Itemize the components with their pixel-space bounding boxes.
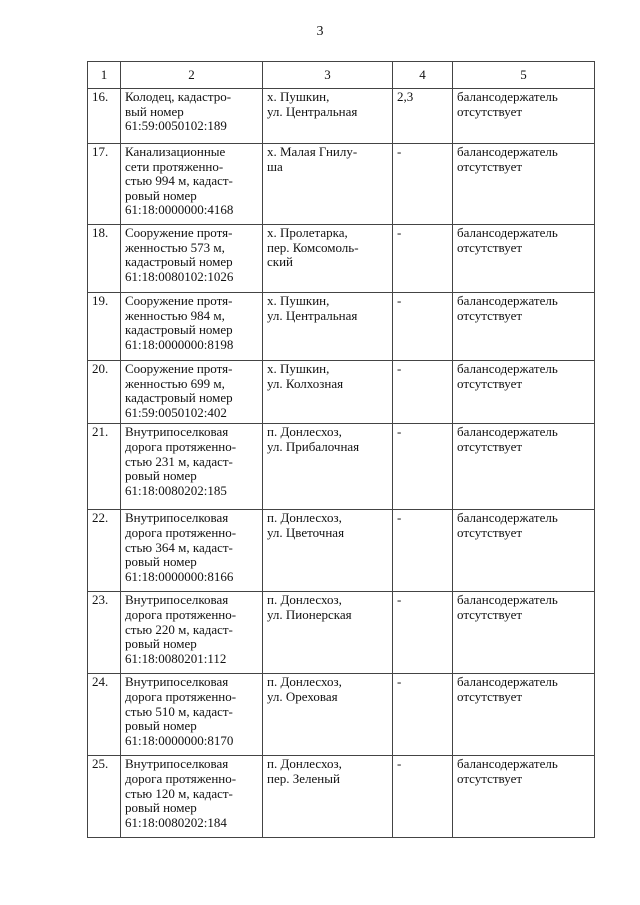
row-object-description-text: Внутрипоселковая дорога протяженно- стью 120 м, кадаст- ровый номер 61:18:0080202:184 [125,756,237,830]
row-holder [453,510,595,592]
row-holder [453,674,595,756]
row-number-text: 22. [92,510,109,526]
row-number-text: 24. [92,674,109,690]
column-header-area: 4 [393,62,453,89]
row-holder [453,225,595,293]
row-holder [453,89,595,144]
table-row [88,361,595,424]
row-object-description-text: Внутрипоселковая дорога протяженно- стью 220 м, кадаст- ровый номер 61:18:0080201:112 [125,592,237,666]
row-address [263,361,393,424]
row-address-text: п. Донлесхоз, пер. Зеленый [267,756,342,786]
table-row [88,674,595,756]
row-number [88,361,121,424]
row-number-text: 23. [92,592,109,608]
row-address-text: х. Пушкин, ул. Центральная [267,293,358,323]
row-area [393,144,453,225]
row-object-description-text: Внутрипоселковая дорога протяженно- стью 510 м, кадаст- ровый номер 61:18:0000000:8170 [125,674,237,748]
column-header-number: 1 [88,62,121,89]
table-row [88,293,595,361]
row-area-text: - [397,510,402,526]
row-object-description [121,592,263,674]
row-object-description-text: Сооружение протя- женностью 984 м, кадастровый номер 61:18:0000000:8198 [125,293,234,352]
row-address [263,89,393,144]
row-holder-text: балансодержатель отсутствует [457,424,558,454]
row-area [393,361,453,424]
row-address [263,674,393,756]
row-holder [453,293,595,361]
row-number [88,424,121,510]
table-header-row [88,62,595,89]
row-address-text: п. Донлесхоз, ул. Пионерская [267,592,352,622]
row-address [263,144,393,225]
row-holder-text: балансодержатель отсутствует [457,89,558,119]
row-address [263,592,393,674]
row-area [393,424,453,510]
row-number-text: 16. [92,89,109,104]
row-object-description-text: Сооружение протя- женностью 573 м, кадастровый номер 61:18:0080102:1026 [125,225,234,284]
row-number [88,144,121,225]
row-number [88,225,121,293]
row-address-text: х. Малая Гнилу- ша [267,144,358,174]
row-holder-text: балансодержатель отсутствует [457,144,558,174]
row-number [88,674,121,756]
row-area-text: - [397,144,402,159]
row-object-description [121,225,263,293]
table-row [88,756,595,838]
row-area [393,225,453,293]
row-number [88,592,121,674]
property-registry-table [87,61,595,838]
row-number-text: 19. [92,293,109,308]
row-holder [453,361,595,424]
row-address-text: х. Пролетарка, пер. Комсомоль- ский [267,225,359,270]
column-header-holder: 5 [453,62,595,89]
row-object-description [121,674,263,756]
row-address [263,756,393,838]
row-area-text: - [397,293,402,308]
column-header-address: 3 [263,62,393,89]
row-address [263,424,393,510]
row-area [393,756,453,838]
row-object-description [121,89,263,144]
row-address [263,293,393,361]
row-holder-text: балансодержатель отсутствует [457,225,558,255]
row-area-text: - [397,225,402,240]
row-holder [453,592,595,674]
row-area [393,592,453,674]
row-number [88,510,121,592]
table-row [88,225,595,293]
row-holder [453,756,595,838]
row-holder-text: балансодержатель отсутствует [457,510,558,540]
row-address-text: п. Донлесхоз, ул. Прибалочная [267,424,360,454]
row-object-description-text: Внутрипоселковая дорога протяженно- стью 231 м, кадаст- ровый номер 61:18:0080202:185 [125,424,237,498]
row-area-text: - [397,756,402,772]
row-address-text: х. Пушкин, ул. Центральная [267,89,358,119]
row-object-description-text: Колодец, кадастро- вый номер 61:59:0050102:189 [125,89,232,134]
table-row [88,424,595,510]
row-holder-text: балансодержатель отсутствует [457,592,558,622]
page-number: 3 [316,24,324,39]
row-number [88,756,121,838]
row-area-text: - [397,424,402,440]
row-holder [453,144,595,225]
row-number-text: 17. [92,144,109,159]
row-object-description [121,510,263,592]
row-area [393,293,453,361]
row-object-description [121,144,263,225]
row-object-description-text: Канализационные сети протяженно- стью 994 м, кадаст- ровый номер 61:18:0000000:4168 [125,144,234,218]
row-area-text: - [397,592,402,608]
table-row [88,89,595,144]
row-object-description [121,293,263,361]
row-number [88,89,121,144]
row-address-text: х. Пушкин, ул. Колхозная [267,361,344,391]
row-object-description-text: Внутрипоселковая дорога протяженно- стью 364 м, кадаст- ровый номер 61:18:0000000:8166 [125,510,237,584]
row-object-description [121,361,263,424]
row-address-text: п. Донлесхоз, ул. Ореховая [267,674,342,704]
column-header-object: 2 [121,62,263,89]
row-number [88,293,121,361]
row-address [263,510,393,592]
table-row [88,144,595,225]
row-address-text: п. Донлесхоз, ул. Цветочная [267,510,345,540]
table-row [88,592,595,674]
row-area [393,674,453,756]
row-holder-text: балансодержатель отсутствует [457,674,558,704]
row-area-text: - [397,674,402,690]
row-holder [453,424,595,510]
row-area [393,89,453,144]
row-address [263,225,393,293]
row-object-description-text: Сооружение протя- женностью 699 м, кадастровый номер 61:59:0050102:402 [125,361,233,420]
row-number-text: 20. [92,361,109,376]
row-holder-text: балансодержатель отсутствует [457,361,558,391]
row-object-description [121,756,263,838]
row-area [393,510,453,592]
row-number-text: 21. [92,424,109,440]
row-number-text: 25. [92,756,109,772]
row-number-text: 18. [92,225,109,240]
row-holder-text: балансодержатель отсутствует [457,756,558,786]
table-row [88,510,595,592]
row-object-description [121,424,263,510]
row-area-text: 2,3 [397,89,414,104]
row-area-text: - [397,361,402,376]
row-holder-text: балансодержатель отсутствует [457,293,558,323]
